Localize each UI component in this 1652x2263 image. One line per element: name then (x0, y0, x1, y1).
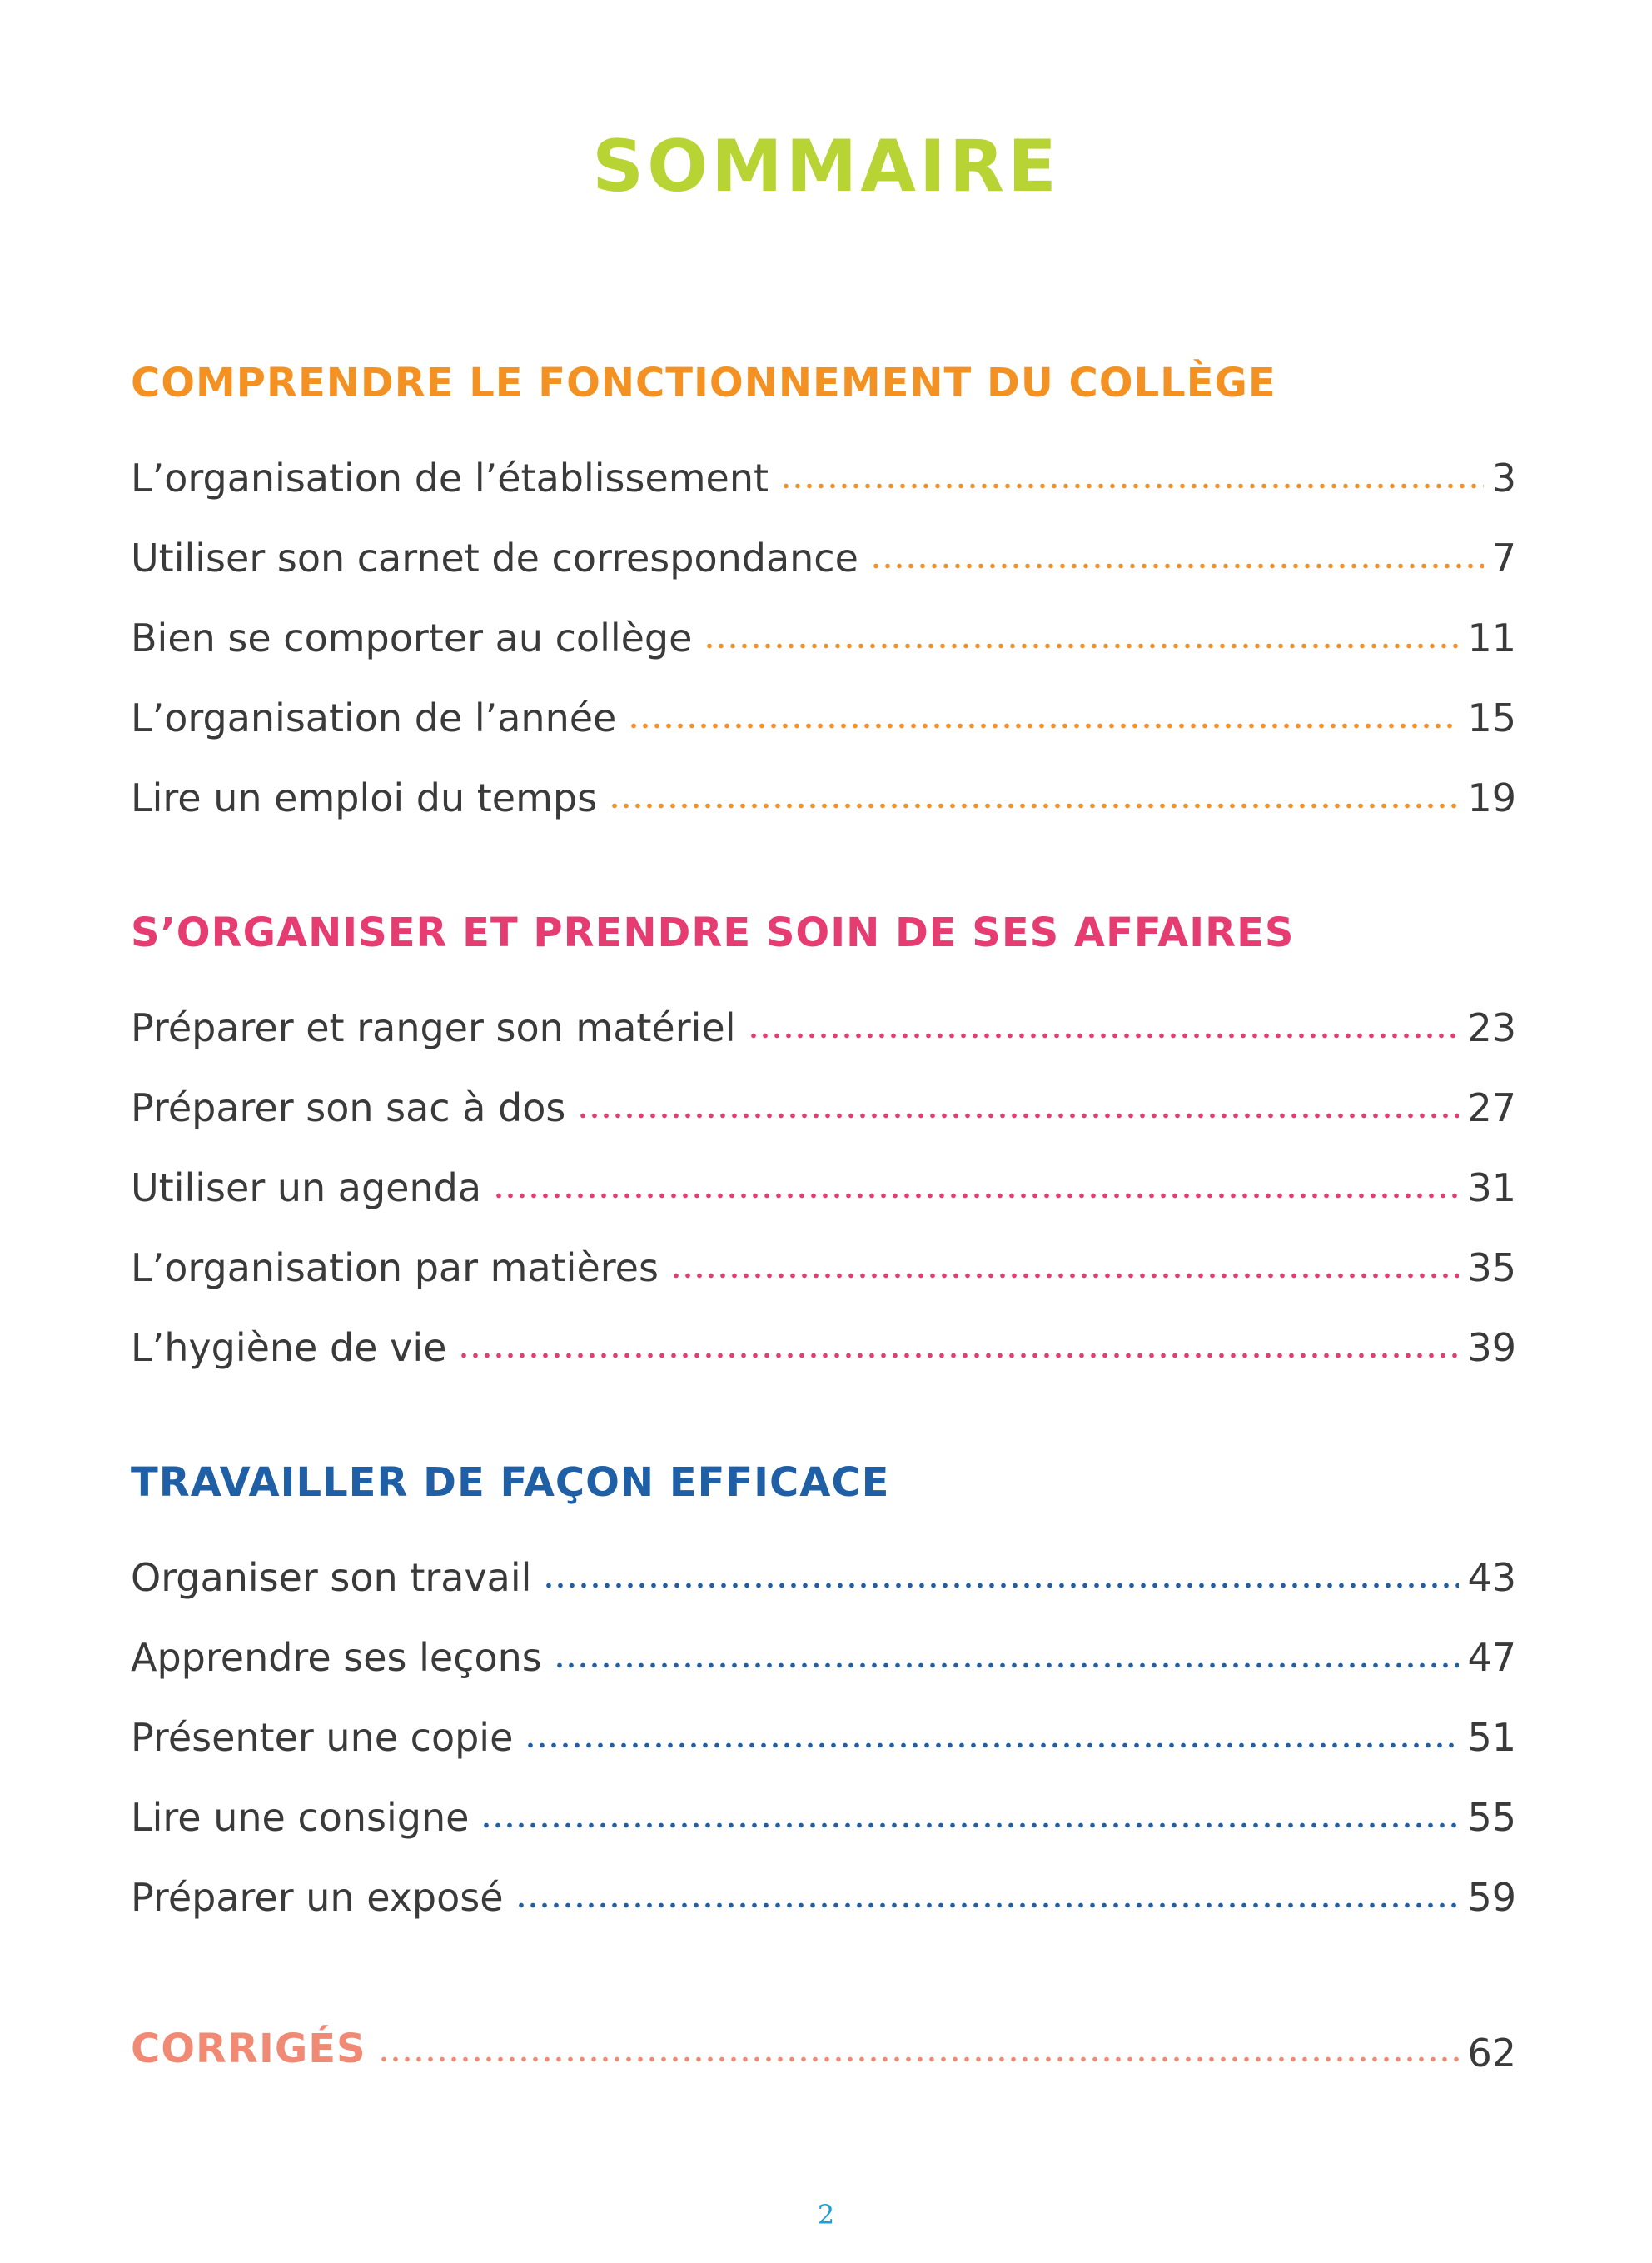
toc-entry-page: 3 (1491, 456, 1516, 501)
toc-entry-label: Lire un emploi du temps (131, 775, 598, 820)
toc-entry-label: Préparer et ranger son matériel (131, 1005, 736, 1050)
toc-entry-label: Organiser son travail (131, 1555, 532, 1600)
toc-entry[interactable] (131, 427, 1516, 507)
toc-entry-page: 47 (1467, 1635, 1516, 1680)
toc-entry-page: 27 (1467, 1085, 1516, 1130)
toc-entry-label: L’organisation de l’établissement (131, 456, 769, 501)
toc-entry-page: 62 (1467, 2031, 1516, 2076)
toc-entry[interactable] (131, 747, 1516, 827)
toc-entry-page: 51 (1467, 1715, 1516, 1760)
dot-leader (543, 1583, 1459, 1588)
section-heading: TRAVAILLER DE FAÇON EFFICACE (131, 1459, 890, 1506)
toc-entry-page: 39 (1467, 1325, 1516, 1370)
corriges-heading: CORRIGÉS (131, 2026, 366, 2072)
dot-leader (515, 1902, 1460, 1908)
toc-entry[interactable] (131, 587, 1516, 667)
section-heading: S’ORGANISER ET PRENDRE SOIN DE SES AFFAIRES (131, 910, 1295, 956)
dot-leader (780, 483, 1484, 489)
toc-entry-label: L’organisation par matières (131, 1245, 659, 1290)
dot-leader (554, 1662, 1460, 1668)
toc-entry-label: Utiliser son carnet de correspondance (131, 536, 858, 581)
toc-entry-label: Présenter une copie (131, 1715, 514, 1760)
toc-entry-label: L’hygiène de vie (131, 1325, 447, 1370)
toc-entry-label: Bien se comporter au collège (131, 616, 693, 660)
toc-entry[interactable] (131, 667, 1516, 747)
toc-entry-label: Lire une consigne (131, 1795, 470, 1840)
toc-entry-corriges[interactable] (131, 2016, 1516, 2082)
toc-entry[interactable] (131, 1847, 1516, 1927)
toc-entry-page: 31 (1467, 1165, 1516, 1210)
toc-entry[interactable] (131, 1767, 1516, 1847)
toc-entry-page: 35 (1467, 1245, 1516, 1290)
dot-leader (493, 1193, 1459, 1199)
dot-leader (525, 1742, 1459, 1748)
toc-section-sorganiser (131, 904, 1516, 1377)
toc-entry-label: Préparer un exposé (131, 1875, 504, 1920)
toc-entry[interactable] (131, 1687, 1516, 1767)
toc-entry-label: Utiliser un agenda (131, 1165, 482, 1210)
dot-leader (458, 1353, 1459, 1358)
toc-entry[interactable] (131, 1607, 1516, 1687)
toc-entry-label: Préparer son sac à dos (131, 1085, 566, 1130)
dot-leader (628, 723, 1459, 729)
toc-entry-label: Apprendre ses leçons (131, 1635, 542, 1680)
toc-entry-page: 59 (1467, 1875, 1516, 1920)
page-number: 2 (817, 2199, 835, 2231)
toc-entry[interactable] (131, 1057, 1516, 1137)
dot-leader (704, 643, 1459, 649)
toc-entry[interactable] (131, 1137, 1516, 1217)
toc-entry-page: 7 (1491, 536, 1516, 581)
toc-entry-page: 23 (1467, 1005, 1516, 1050)
dot-leader (748, 1033, 1460, 1039)
toc-entry[interactable] (131, 1527, 1516, 1607)
toc-section-travailler (131, 1453, 1516, 1927)
dot-leader (670, 1273, 1460, 1279)
dot-leader (577, 1113, 1459, 1119)
toc-entry-label: L’organisation de l’année (131, 695, 617, 740)
toc-section-comprendre (131, 354, 1516, 827)
section-heading: COMPRENDRE LE FONCTIONNEMENT DU COLLÈGE (131, 360, 1276, 406)
dot-leader (609, 803, 1459, 809)
toc-entry-page: 15 (1467, 695, 1516, 740)
dot-leader (378, 2056, 1460, 2062)
toc-entry[interactable] (131, 507, 1516, 587)
toc-entry[interactable] (131, 1297, 1516, 1377)
toc-entry-page: 19 (1467, 775, 1516, 820)
page-title: SOMMAIRE (592, 125, 1060, 208)
toc-entry-page: 43 (1467, 1555, 1516, 1600)
toc-entry-page: 11 (1467, 616, 1516, 660)
toc-entry[interactable] (131, 1217, 1516, 1297)
toc-entry[interactable] (131, 977, 1516, 1057)
dot-leader (870, 563, 1484, 569)
toc-entry-page: 55 (1467, 1795, 1516, 1840)
dot-leader (480, 1822, 1459, 1828)
